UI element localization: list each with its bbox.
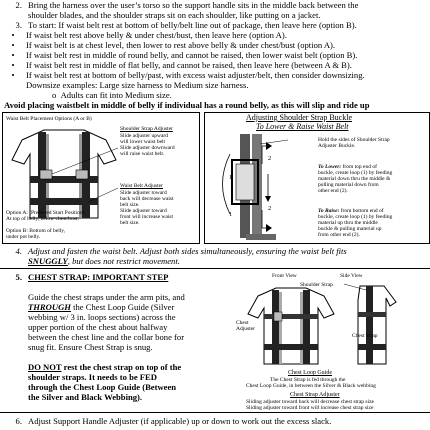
step-4-line-2: SNUGGLY, but does not restrict movement. bbox=[28, 256, 180, 266]
side-view-diagram bbox=[340, 282, 410, 366]
step-5-text: upper portion of the chest about halfway bbox=[28, 322, 168, 332]
option-b-label: Option B: Bottom of belly, bbox=[6, 228, 66, 234]
lower-text: other end (2). bbox=[318, 188, 348, 194]
step-3: 3. To start: If waist belt rest at bottom of belly/belt line out of package, then leave here (option B). bbox=[15, 20, 357, 30]
option-b-label: under pot belly. bbox=[6, 234, 41, 240]
chest-loop-guide-title: Chest Loop Guide bbox=[288, 370, 332, 376]
step-5-warning: the Silver and Black Webbing). bbox=[28, 392, 143, 402]
lower-text: To Lower: from top end of bbox=[318, 164, 377, 170]
divider bbox=[0, 412, 430, 413]
chest-strap-label: Chest Strap bbox=[352, 333, 378, 339]
raise-text: buckle & pulling material up bbox=[318, 226, 382, 232]
hold-text: Adjuster Buckle. bbox=[318, 143, 356, 149]
shoulder-strap-label: Shoulder Strap bbox=[300, 282, 333, 288]
waist-adjuster-text: belt size. bbox=[120, 202, 140, 208]
fig2-subtitle: To Lower & Raise Waist Belt bbox=[256, 122, 349, 131]
lower-text: buckle, create loop (1) by feeding bbox=[318, 170, 393, 176]
step-2-line-1: 2. Bring the harness over the user’s torso so the support handle sits in the middle back between the bbox=[15, 0, 359, 10]
chest-adjuster-label: Adjuster bbox=[236, 326, 255, 332]
harness-diagram-1 bbox=[8, 126, 120, 222]
bullet-item: • If waist belt is at chest level, then lower to rest above belly & under chest/bust (option A). bbox=[11, 40, 336, 50]
chest-strap-adjuster-text: Sliding adjuster toward front will increase chest strap size bbox=[246, 405, 374, 411]
option-a-label: At top of belly, below chest/bust. bbox=[6, 216, 79, 222]
option-a-label: Option A: (Preferred Start Position) bbox=[6, 210, 85, 216]
downsize-note: Downsize examples: Large size harness to Medium size harness. bbox=[26, 80, 249, 90]
waist-adjuster-title: Waist Belt Adjuster bbox=[120, 183, 163, 189]
chest-adjuster-label: Chest bbox=[236, 320, 249, 326]
raise-text: from other end (2). bbox=[318, 232, 360, 238]
waist-adjuster-text: belt size. bbox=[120, 220, 140, 226]
bullet-item: • If waist belt rest in middle of round belly, and cannot be raised, then lower waist belt (option B). bbox=[11, 50, 358, 60]
side-view-label: Side View bbox=[340, 273, 363, 279]
step-4-line-1: 4. Adjust and fasten the waist belt. Adjust both sides simultaneously, ensuring the waist belt fits bbox=[15, 246, 347, 256]
step-5-warning: shoulder straps. It needs to be FED bbox=[28, 372, 157, 382]
label-2: 2 bbox=[268, 205, 272, 212]
warning-text: Avoid placing waistbelt in middle of belly if individual has a round belly, as this will slip and ride up bbox=[4, 100, 370, 110]
hold-text: Hold the sides of Shoulder Strap bbox=[318, 137, 390, 143]
shoulder-adjuster-text: Slide adjuster upward bbox=[120, 133, 168, 139]
step-5-warning: DO NOT rest the chest strap on top of the bbox=[28, 362, 182, 372]
lower-text: material down thru the middle & bbox=[318, 176, 391, 182]
step-5-text: Guide the chest straps under the arm pits, and bbox=[28, 292, 185, 302]
step-5-title: 5. CHEST STRAP: IMPORTANT STEP bbox=[15, 272, 169, 282]
step-5-warning: through the Chest Loop Guide (Between bbox=[28, 382, 177, 392]
waist-adjuster-text: front will increase waist bbox=[120, 214, 173, 220]
front-view-diagram bbox=[246, 284, 336, 366]
divider bbox=[0, 268, 430, 269]
bullet-item: • If waist belt rest at bottom of belly/past, with excess waist adjuster/belt, then consider downsizing. bbox=[11, 70, 365, 80]
step-5-text: THROUGH the Chest Loop Guide (Silver bbox=[28, 302, 175, 312]
raise-text: To Raise: from bottom end of bbox=[318, 208, 384, 214]
raise-text: material up thru the middle bbox=[318, 220, 378, 226]
shoulder-adjuster-text: Slide adjuster downward bbox=[120, 145, 175, 151]
label-1: 1 bbox=[229, 174, 233, 181]
waist-adjuster-text: Slide adjuster toward bbox=[120, 208, 167, 214]
raise-text: buckle, create loop (1) by feeding bbox=[318, 214, 393, 220]
shoulder-adjuster-title: Shoulder Strap Adjuster bbox=[120, 126, 173, 132]
chest-strap-adjuster-title: Chest Strap Adjuster bbox=[290, 392, 340, 398]
bullet-item: • If waist belt rest in middle of flat belly, and cannot be raised, then leave here (between A & B). bbox=[11, 60, 352, 70]
adults-note: o Adults can fit into Medium size. bbox=[52, 90, 172, 100]
fig1-title: Waist Belt Placement Options (A or B) bbox=[6, 116, 92, 122]
fig2-title: Adjusting Shoulder Strap Buckle bbox=[246, 113, 352, 122]
step-6: 6. Adjust Support Handle Adjuster (if applicable) up or down to work out the excess slack. bbox=[15, 416, 332, 426]
shoulder-adjuster-text: will raise waist belt. bbox=[120, 151, 165, 157]
waist-adjuster-text: back will decrease waist bbox=[120, 196, 174, 202]
chest-strap-adjuster-text: Sliding adjuster toward back will decrease chest strap size bbox=[246, 399, 374, 405]
lower-text: pulling material down from bbox=[318, 182, 379, 188]
chest-loop-guide-text: Chest Loop Guide, in between the Silver & Black webbing bbox=[246, 383, 376, 389]
front-view-label: Front View bbox=[272, 273, 297, 279]
label-2: 2 bbox=[268, 155, 272, 162]
chest-loop-guide-text: The Chest Strap is fed through the bbox=[270, 377, 346, 383]
shoulder-adjuster-text: will lower waist belt bbox=[120, 139, 166, 145]
waist-adjuster-text: Slide adjuster toward bbox=[120, 190, 167, 196]
step-5-text: webbing w/ 3 in. loops sections) across the bbox=[28, 312, 176, 322]
step-2-line-2: shoulder blades, and the shoulder straps sit on each shoulder, like putting on a jacket. bbox=[28, 10, 321, 20]
step-5-text: snug fit. Ensure Chest Strap is snug. bbox=[28, 342, 153, 352]
bullet-item: • If waist belt rest above belly & under chest/bust, then leave here (option A). bbox=[11, 30, 287, 40]
label-1: 1 bbox=[229, 211, 233, 218]
step-5-text: between the chest line and the collar bone for bbox=[28, 332, 185, 342]
